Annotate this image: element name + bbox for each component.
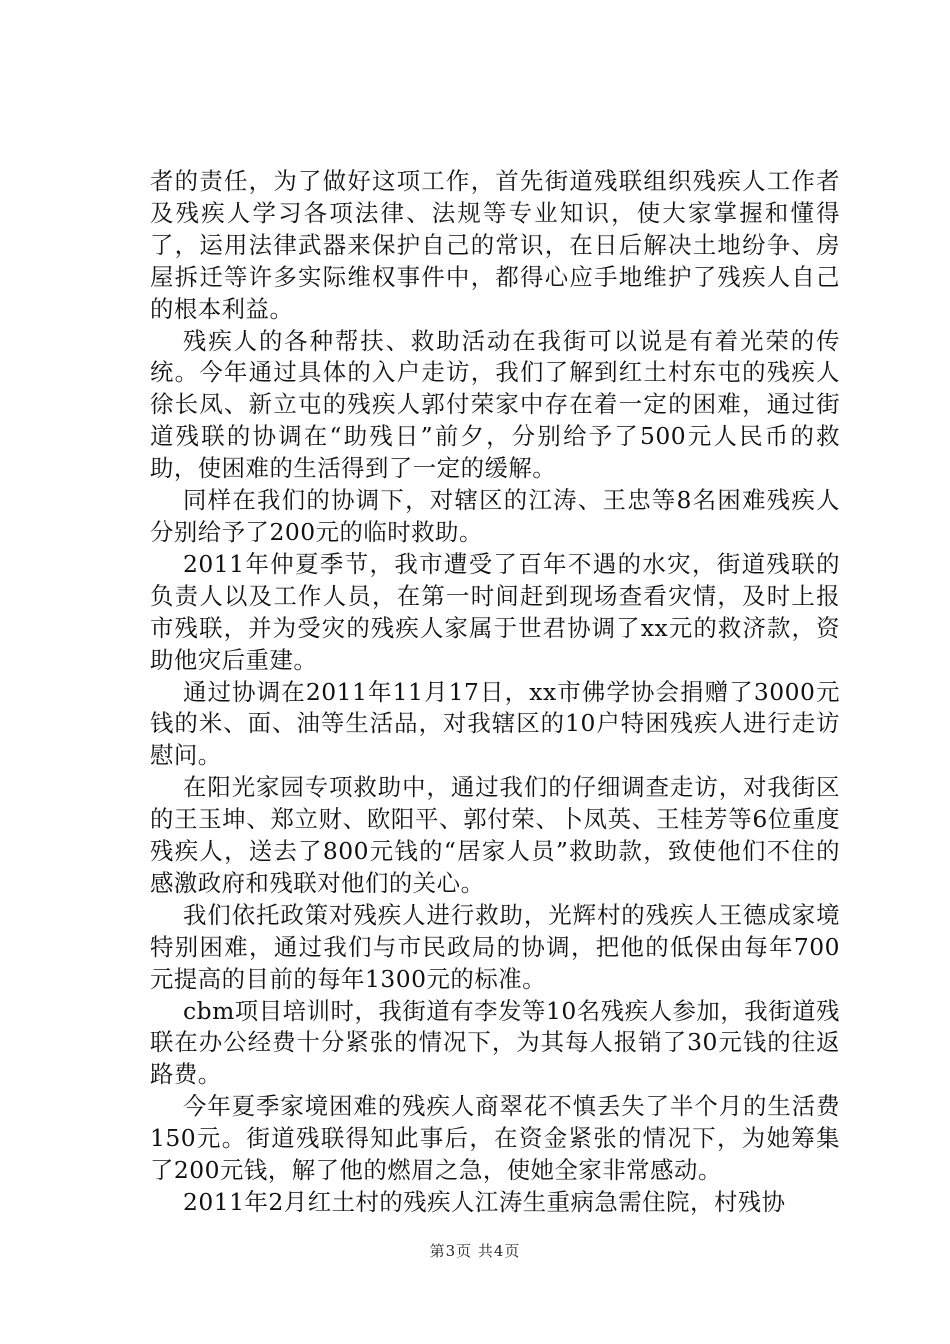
paragraph-continued: 者的责任，为了做好这项工作，首先街道残联组织残疾人工作者及残疾人学习各项法律、法规等专业知识，使大家掌握和懂得了，运用法律武器来保护自己的常识，在日后解决土地纷争、房屋拆迁等许多实际维权事件中，都得心应手地维护了残疾人自己的根本利益。 xyxy=(150,167,840,323)
paragraph: 在阳光家园专项救助中，通过我们的仔细调查走访，对我街区的王玉坤、郑立财、欧阳平、郭付荣、卜凤英、王桂芳等6位重度残疾人，送去了800元钱的“居家人员”救助款，致使他们不住的感激政府和残联对他们的关心。 xyxy=(150,773,840,897)
paragraph: 2011年仲夏季节，我市遭受了百年不遇的水灾，街道残联的负责人以及工作人员，在第一时间赶到现场查看灾情，及时上报市残联，并为受灾的残疾人家属于世君协调了xx元的救济款，资助他灾后重建。 xyxy=(150,549,840,674)
paragraph: 2011年2月红土村的残疾人江涛生重病急需住院，村残协 xyxy=(183,1188,786,1216)
document-body xyxy=(150,166,840,1219)
paragraph: 我们依托政策对残疾人进行救助，光辉村的残疾人王德成家境特别困难，通过我们与市民政局的协调，把他的低保由每年700元提高的目前的每年1300元的标准。 xyxy=(150,900,840,993)
paragraph: cbm项目培训时，我街道有李发等10名残疾人参加，我街道残联在办公经费十分紧张的情况下，为其每人报销了30元钱的往返路费。 xyxy=(150,996,840,1089)
page-number-footer: 第3页 共4页 xyxy=(429,1242,521,1260)
paragraph: 同样在我们的协调下，对辖区的江涛、王忠等8名困难残疾人分别给予了200元的临时救助。 xyxy=(150,486,840,546)
paragraph: 通过协调在2011年11月17日，xx市佛学协会捐赠了3000元钱的米、面、油等生活品，对我辖区的10户特困残疾人进行走访慰问。 xyxy=(150,677,840,770)
paragraph: 残疾人的各种帮扶、救助活动在我街可以说是有着光荣的传统。今年通过具体的入户走访，我们了解到红土村东屯的残疾人徐长凤、新立屯的残疾人郭付荣家中存在着一定的困难，通过街道残联的协调在“助残日”前夕，分别给予了500元人民币的救助，使困难的生活得到了一定的缓解。 xyxy=(150,326,840,483)
paragraph: 今年夏季家境困难的残疾人商翠花不慎丢失了半个月的生活费150元。街道残联得知此事后，在资金紧张的情况下，为她筹集了200元钱，解了他的燃眉之急，使她全家非常感动。 xyxy=(150,1092,840,1185)
